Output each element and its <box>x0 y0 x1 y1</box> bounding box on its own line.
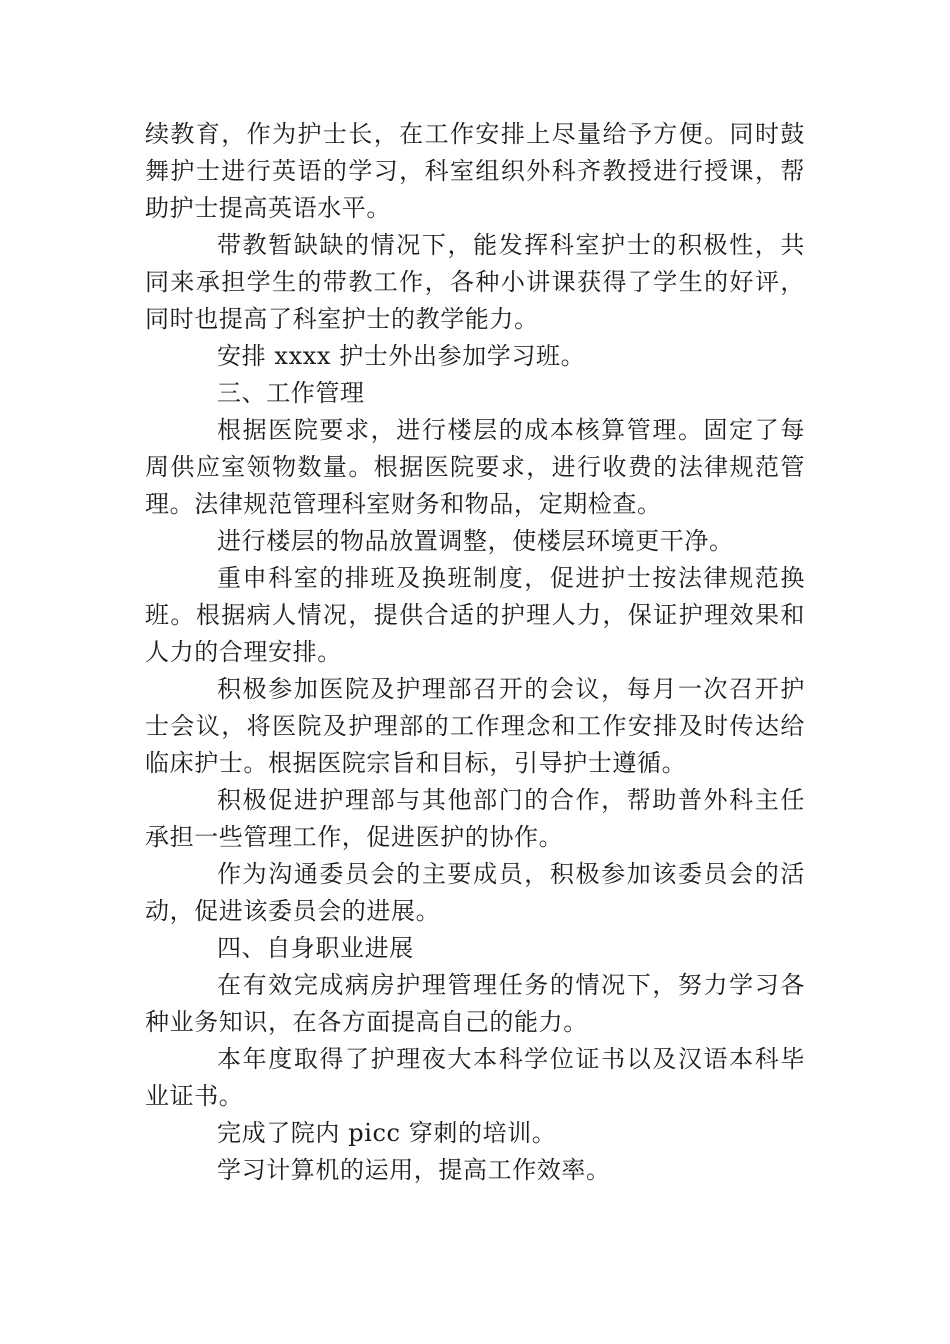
paragraph-learning: 在有效完成病房护理管理任务的情况下，努力学习各种业务知识，在各方面提高自己的能力。 <box>145 971 805 1036</box>
paragraph-meetings: 积极参加医院及护理部召开的会议，每月一次召开护士会议，将医院及护理部的工作理念和工作安排及时传达给临床护士。根据医院宗旨和目标，引导护士遵循。 <box>145 675 805 777</box>
paragraph-cooperation: 积极促进护理部与其他部门的合作，帮助普外科主任承担一些管理工作，促进医护的协作。 <box>145 786 805 851</box>
paragraph-committee: 作为沟通委员会的主要成员，积极参加该委员会的活动，促进该委员会的进展。 <box>145 860 805 925</box>
paragraph-study-class: 安排 xxxx 护士外出参加学习班。 <box>217 342 586 370</box>
paragraph-continued-education: 续教育，作为护士长，在工作安排上尽量给予方便。同时鼓舞护士进行英语的学习，科室组织外科齐教授进行授课，帮助护士提高英语水平。 <box>145 120 805 222</box>
paragraph-picc-training: 完成了院内 picc 穿刺的培训。 <box>217 1119 557 1147</box>
paragraph-cost-accounting: 根据医院要求，进行楼层的成本核算管理。固定了每周供应室领物数量。根据医院要求，进行收费的法律规范管理。法律规范管理科室财务和物品，定期检查。 <box>145 416 805 518</box>
section-heading-work-management: 三、工作管理 <box>217 379 365 407</box>
paragraph-certificates: 本年度取得了护理夜大本科学位证书以及汉语本科毕业证书。 <box>145 1045 805 1110</box>
paragraph-teaching: 带教暂缺缺的情况下，能发挥科室护士的积极性，共同来承担学生的带教工作，各种小讲课获得了学生的好评，同时也提高了科室护士的教学能力。 <box>145 231 805 333</box>
section-heading-career-development: 四、自身职业进展 <box>217 934 414 962</box>
paragraph-computer-skills: 学习计算机的运用，提高工作效率。 <box>217 1156 611 1184</box>
paragraph-scheduling: 重申科室的排班及换班制度，促进护士按法律规范换班。根据病人情况，提供合适的护理人力，保证护理效果和人力的合理安排。 <box>145 564 805 666</box>
paragraph-floor-arrangement: 进行楼层的物品放置调整，使楼层环境更干净。 <box>217 527 734 555</box>
document-body <box>145 116 805 1189</box>
